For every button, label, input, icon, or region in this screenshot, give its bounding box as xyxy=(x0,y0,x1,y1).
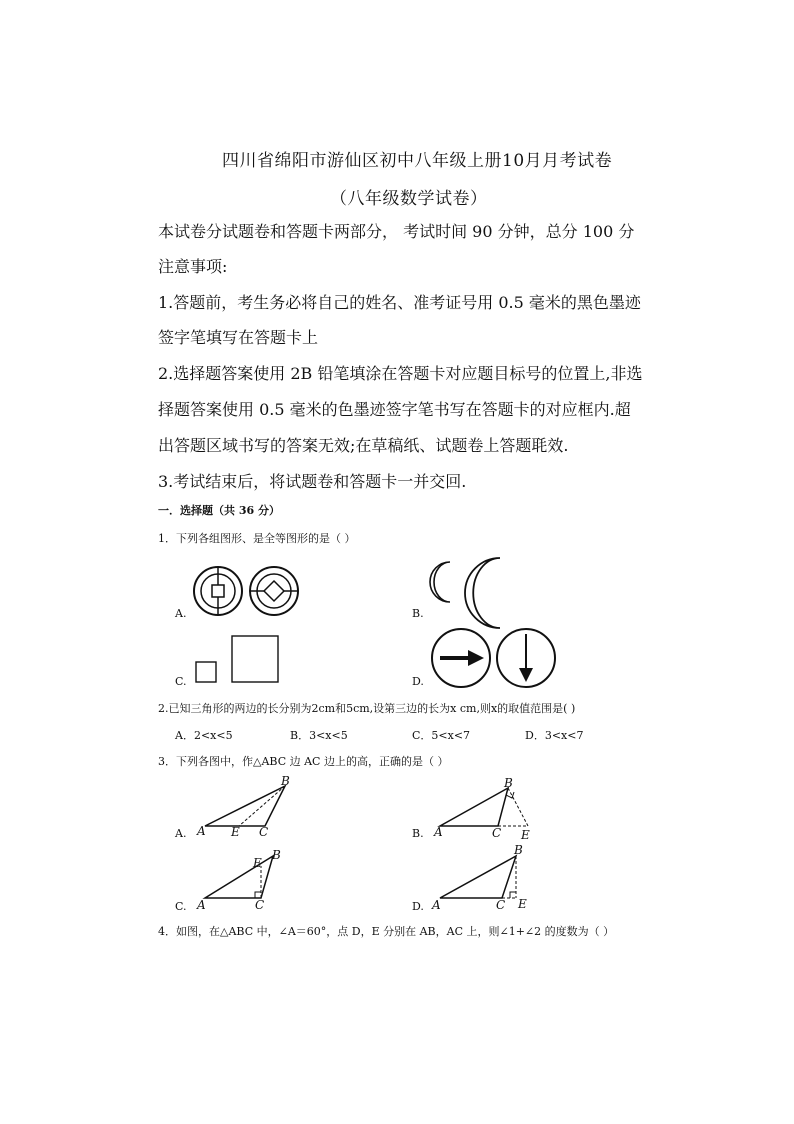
note-3: 3.考试结束后，将试题卷和答题卡一并交回. xyxy=(158,472,467,491)
q1-option-a-label: A. xyxy=(175,607,187,620)
label-b: B xyxy=(281,774,290,788)
coin-diamond-hole-icon xyxy=(250,567,298,615)
down-arrow-circle-icon xyxy=(497,629,555,687)
small-crescent-icon xyxy=(430,562,450,602)
label-a: A xyxy=(434,825,443,839)
label-a: A xyxy=(197,824,206,838)
q2-option-b: B．3<x<5 xyxy=(290,729,348,742)
note-2-line-1: 2.选择题答案使用 2B 铅笔填涂在答题卡对应题目标号的位置上,非选 xyxy=(158,364,643,383)
note-1-line-2: 签字笔填写在答题卡上 xyxy=(158,328,319,347)
altitude-be xyxy=(508,788,528,826)
q3-option-a-label: A. xyxy=(175,827,187,840)
q3-figure-a xyxy=(195,774,305,839)
q1-figure-d xyxy=(430,626,556,690)
q1-option-d-label: D. xyxy=(412,675,424,688)
question-4-stem: 4．如图，在△ABC 中，∠A＝60°，点 D，E 分别在 AB，AC 上，则∠1+∠2 的度数为（ ） xyxy=(158,925,615,938)
large-square-shape xyxy=(232,636,278,682)
question-3-stem: 3．下列各图中，作△ABC 边 AC 边上的高，正确的是（ ） xyxy=(158,755,449,768)
label-b: B xyxy=(514,843,523,857)
triangle-abc xyxy=(440,856,516,898)
q3-figure-d xyxy=(430,842,540,912)
triangle-abc xyxy=(440,788,508,826)
q3-option-c-label: C. xyxy=(175,900,187,913)
exam-subtitle: （八年级数学试卷） xyxy=(330,189,488,209)
question-1-stem: 1．下列各组图形、是全等图形的是（ ） xyxy=(158,532,356,545)
q2-option-c: C．5<x<7 xyxy=(412,729,471,742)
q3-option-b-label: B. xyxy=(412,827,424,840)
triangle-abc xyxy=(205,856,273,898)
q2-option-a: A．2<x<5 xyxy=(175,729,233,742)
question-2-stem: 2.已知三角形的两边的长分别为2cm和5cm,设第三边的长为x cm,则x的取值范围是( ) xyxy=(158,702,576,715)
label-e: E xyxy=(521,828,530,842)
q3-figure-c xyxy=(195,846,295,912)
q1-option-c-label: C. xyxy=(175,675,187,688)
q1-figure-a xyxy=(192,560,312,622)
label-c: C xyxy=(492,826,502,840)
coin-square-hole-icon xyxy=(194,567,242,615)
q3-option-d-label: D. xyxy=(412,900,424,913)
label-a: A xyxy=(432,898,441,912)
label-c: C xyxy=(259,825,269,839)
label-e: E xyxy=(253,856,262,870)
label-e: E xyxy=(231,825,240,839)
q1-figure-b xyxy=(428,556,518,630)
triangle-abc xyxy=(205,786,285,826)
label-e: E xyxy=(518,897,527,911)
exam-summary: 本试卷分试题卷和答题卡两部分， 考试时间 90 分钟，总分 100 分 xyxy=(158,222,635,241)
exam-title: 四川省绵阳市游仙区初中八年级上册10月月考试卷 xyxy=(222,151,613,171)
label-c: C xyxy=(255,898,265,912)
label-b: B xyxy=(504,776,513,790)
right-angle-mark xyxy=(510,892,516,898)
q3-figure-b xyxy=(430,774,540,842)
label-c: C xyxy=(496,898,506,912)
note-2-line-3: 出答题区域书写的答案无效;在草稿纸、试题卷上答题毦效. xyxy=(158,436,569,455)
notice-heading: 注意事项: xyxy=(158,257,228,276)
label-a: A xyxy=(197,898,206,912)
right-arrow-circle-icon xyxy=(432,629,490,687)
large-crescent-icon xyxy=(465,558,500,628)
label-b: B xyxy=(272,848,281,862)
q1-option-b-label: B. xyxy=(412,607,424,620)
q1-figure-c xyxy=(194,634,284,686)
small-square-shape xyxy=(196,662,216,682)
note-2-line-2: 择题答案使用 0.5 毫米的色墨迹签字笔书写在答题卡的对应框内.超 xyxy=(158,400,631,419)
q2-option-d: D．3<x<7 xyxy=(525,729,584,742)
section-heading: 一．选择题（共 36 分） xyxy=(158,504,280,517)
note-1-line-1: 1.答题前，考生务必将自己的姓名、准考证号用 0.5 毫米的黑色墨迹 xyxy=(158,293,641,312)
